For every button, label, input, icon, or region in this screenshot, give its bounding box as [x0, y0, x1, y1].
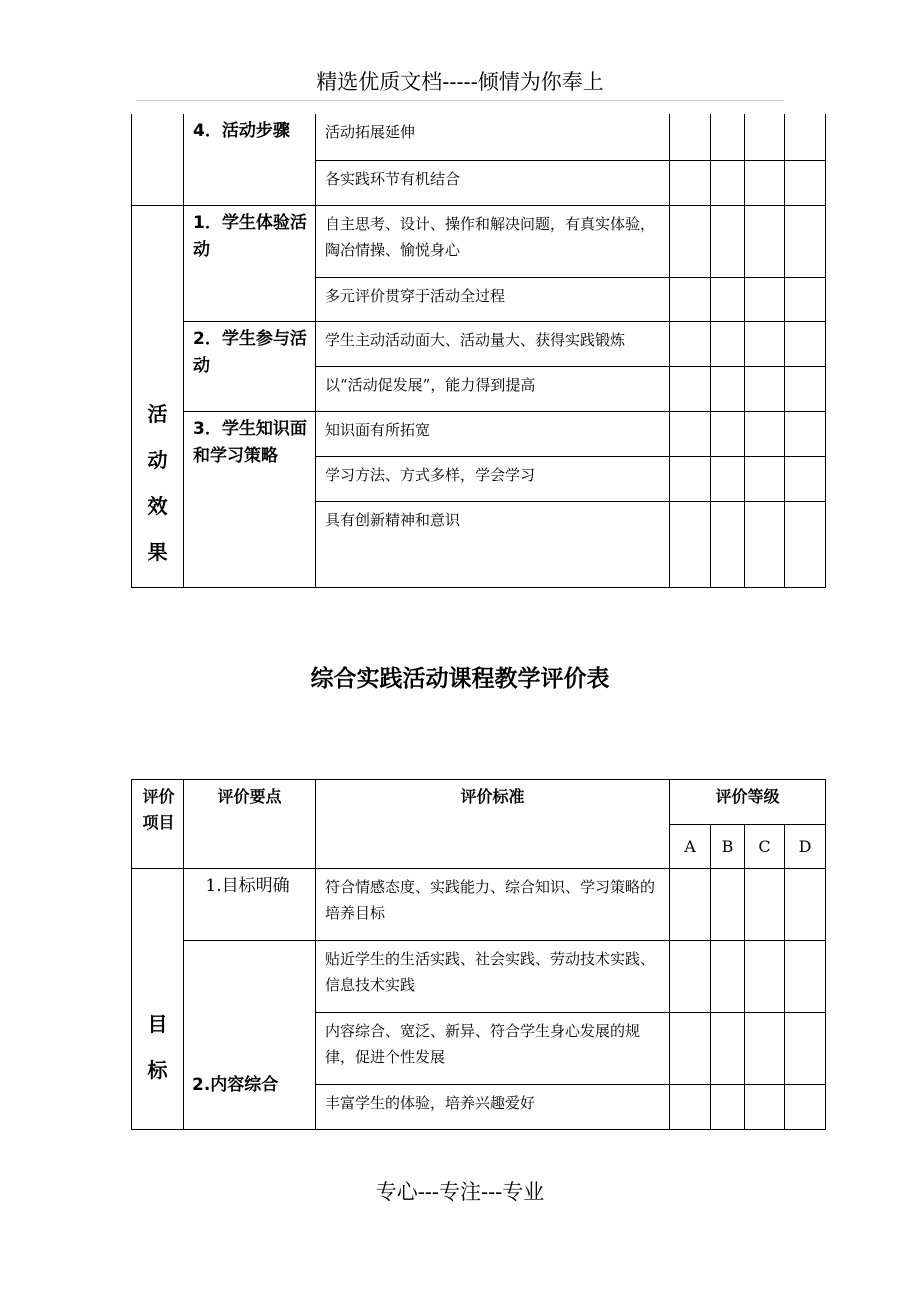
grade-cell[interactable] — [711, 869, 745, 941]
grade-cell[interactable] — [711, 366, 745, 411]
page-footer: 专心---专注---专业 — [375, 1180, 545, 1204]
grade-cell[interactable] — [785, 1013, 826, 1085]
standard-cell: 贴近学生的生活实践、社会实践、劳动技术实践、信息技术实践 — [316, 941, 670, 1013]
grade-cell[interactable] — [785, 1085, 826, 1130]
grade-cell[interactable] — [785, 160, 826, 205]
standard-cell: 具有创新精神和意识 — [316, 501, 670, 587]
header-eval-item: 评价项目 — [132, 780, 184, 869]
grade-cell[interactable] — [745, 321, 785, 366]
grade-cell[interactable] — [785, 941, 826, 1013]
grade-cell[interactable] — [745, 366, 785, 411]
standard-cell: 活动拓展延伸 — [316, 114, 670, 160]
grade-cell[interactable] — [670, 114, 711, 160]
grade-cell[interactable] — [785, 277, 826, 321]
point-content-integration: 2.内容综合 — [184, 941, 316, 1130]
grade-cell[interactable] — [785, 114, 826, 160]
point-student-knowledge: 3．学生知识面和学习策略 — [184, 411, 316, 587]
item-char: 标 — [147, 1058, 168, 1082]
standard-cell: 知识面有所拓宽 — [316, 411, 670, 456]
grade-cell[interactable] — [670, 366, 711, 411]
grade-cell[interactable] — [711, 1013, 745, 1085]
point-clear-goal: 1.目标明确 — [184, 869, 316, 941]
grade-cell[interactable] — [785, 501, 826, 587]
grade-cell[interactable] — [785, 205, 826, 277]
grade-cell[interactable] — [785, 321, 826, 366]
grade-cell[interactable] — [711, 114, 745, 160]
grade-cell[interactable] — [670, 941, 711, 1013]
grade-cell[interactable] — [711, 501, 745, 587]
item-char: 动 — [147, 447, 168, 472]
grade-cell[interactable] — [745, 941, 785, 1013]
grade-cell[interactable] — [670, 501, 711, 587]
standard-cell: 符合情感态度、实践能力、综合知识、学习策略的培养目标 — [316, 869, 670, 941]
grade-header-d: D — [785, 825, 826, 869]
grade-cell[interactable] — [711, 321, 745, 366]
grade-cell[interactable] — [745, 1013, 785, 1085]
grade-cell[interactable] — [785, 869, 826, 941]
grade-cell[interactable] — [670, 456, 711, 501]
header-eval-grade: 评价等级 — [670, 780, 826, 825]
evaluation-table — [131, 779, 826, 1130]
standard-cell: 学生主动活动面大、活动量大、获得实践锻炼 — [316, 321, 670, 366]
grade-cell[interactable] — [745, 160, 785, 205]
grade-cell[interactable] — [745, 501, 785, 587]
grade-cell[interactable] — [670, 277, 711, 321]
grade-cell[interactable] — [711, 411, 745, 456]
grade-cell[interactable] — [745, 277, 785, 321]
header-eval-point: 评价要点 — [184, 780, 316, 869]
standard-cell: 自主思考、设计、操作和解决问题，有真实体验，陶冶情操、愉悦身心 — [316, 205, 670, 277]
item-activity-effect — [132, 205, 184, 587]
header-eval-standard: 评价标准 — [316, 780, 670, 869]
grade-cell[interactable] — [670, 411, 711, 456]
grade-cell[interactable] — [670, 321, 711, 366]
standard-cell: 多元评价贯穿于活动全过程 — [316, 277, 670, 321]
grade-cell[interactable] — [711, 205, 745, 277]
grade-cell[interactable] — [711, 941, 745, 1013]
grade-header-c: C — [745, 825, 785, 869]
point-student-participation: 2．学生参与活动 — [184, 321, 316, 411]
grade-cell[interactable] — [785, 411, 826, 456]
grade-cell[interactable] — [670, 869, 711, 941]
standard-cell: 各实践环节有机结合 — [316, 160, 670, 205]
document-title: 综合实践活动课程教学评价表 — [310, 666, 610, 692]
grade-cell[interactable] — [745, 205, 785, 277]
grade-cell[interactable] — [670, 160, 711, 205]
standard-cell: 内容综合、宽泛、新异、符合学生身心发展的规律，促进个性发展 — [316, 1013, 670, 1085]
standard-cell: 以“活动促发展”，能力得到提高 — [316, 366, 670, 411]
grade-cell[interactable] — [745, 114, 785, 160]
item-char: 活 — [147, 401, 168, 426]
grade-cell[interactable] — [711, 1085, 745, 1130]
grade-cell[interactable] — [785, 366, 826, 411]
grade-cell[interactable] — [785, 456, 826, 501]
point-activity-steps: 4．活动步骤 — [184, 114, 316, 205]
grade-cell[interactable] — [711, 160, 745, 205]
grade-cell[interactable] — [711, 456, 745, 501]
grade-cell[interactable] — [745, 411, 785, 456]
grade-cell[interactable] — [670, 205, 711, 277]
grade-cell[interactable] — [745, 456, 785, 501]
evaluation-table-continued — [131, 114, 826, 588]
header-divider — [137, 100, 784, 101]
standard-cell: 丰富学生的体验，培养兴趣爱好 — [316, 1085, 670, 1130]
item-cell-blank — [132, 114, 184, 205]
grade-header-a: A — [670, 825, 711, 869]
item-char: 效 — [147, 493, 168, 518]
item-goal — [132, 869, 184, 1130]
standard-cell: 学习方法、方式多样，学会学习 — [316, 456, 670, 501]
point-student-experience: 1．学生体验活动 — [184, 205, 316, 321]
grade-cell[interactable] — [670, 1085, 711, 1130]
item-char: 目 — [147, 1012, 168, 1036]
page-header: 精选优质文档-----倾情为你奉上 — [316, 70, 604, 94]
grade-cell[interactable] — [745, 869, 785, 941]
grade-cell[interactable] — [711, 277, 745, 321]
grade-cell[interactable] — [670, 1013, 711, 1085]
grade-header-b: B — [711, 825, 745, 869]
grade-cell[interactable] — [745, 1085, 785, 1130]
item-char: 果 — [147, 539, 168, 564]
